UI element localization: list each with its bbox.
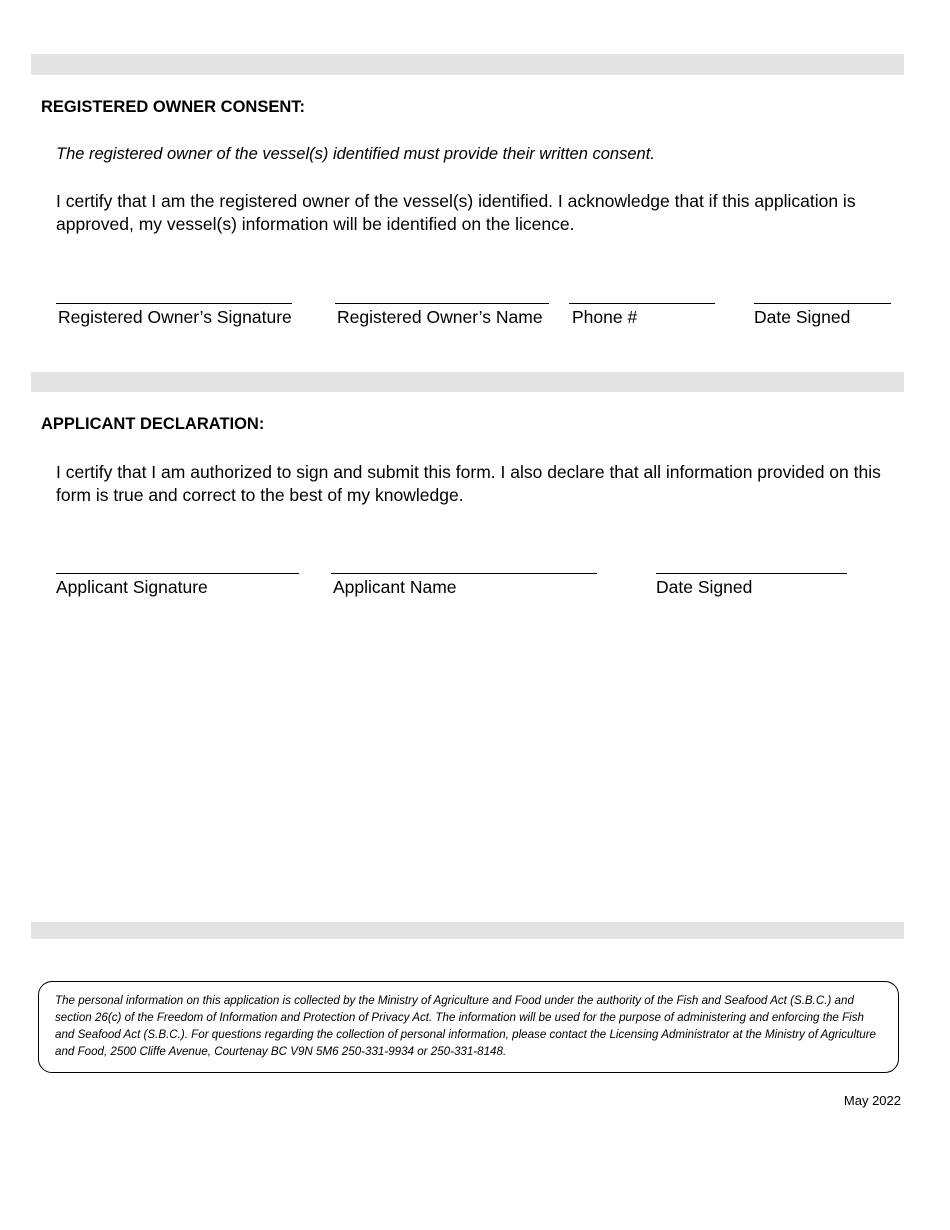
privacy-notice-text: The personal information on this application is collected by the Ministry of Agriculture and Food under the authority of the Fish and Seafood Act (S.B.C.) and section 26(c) of the Freedom of Information and Protection of Privacy Act. The information will be used for the purpose of administering and enforcing the Fish and Seafood Act (S.B.C.). For questions regarding the collection of personal information, please contact the Licensing Administrator at the Ministry of Agriculture and Food, 2500 Cliffe Avenue, Courtenay BC V9N 5M6 250-331-9934 or 250-331-8148.	[55, 994, 876, 1058]
applicant-declaration-statement: I certify that I am authorized to sign and submit this form. I also declare that all information provided on this form is true and correct to the best of my knowledge.	[56, 462, 881, 505]
applicant-declaration-heading: APPLICANT DECLARATION:	[41, 415, 265, 433]
form-revision-date: May 2022	[843, 1093, 901, 1108]
section-divider-band	[31, 922, 904, 939]
applicant-name-label: Applicant Name	[333, 577, 457, 597]
owner-name-label: Registered Owner’s Name	[337, 307, 543, 327]
applicant-name-line[interactable]	[331, 573, 597, 574]
section-divider-band	[31, 372, 904, 392]
section-divider-band	[31, 54, 904, 75]
applicant-signature-label: Applicant Signature	[56, 577, 208, 597]
applicant-signature-line[interactable]	[56, 573, 299, 574]
applicant-date-label: Date Signed	[656, 577, 753, 597]
owner-consent-note: The registered owner of the vessel(s) identified must provide their written consent.	[56, 145, 655, 163]
owner-name-line[interactable]	[335, 303, 549, 304]
owner-consent-heading: REGISTERED OWNER CONSENT:	[41, 98, 306, 116]
owner-signature-label: Registered Owner’s Signature	[58, 307, 292, 327]
applicant-date-line[interactable]	[656, 573, 847, 574]
owner-date-line[interactable]	[754, 303, 891, 304]
owner-date-label: Date Signed	[754, 307, 851, 327]
owner-phone-label: Phone #	[572, 307, 638, 327]
privacy-notice-box	[38, 981, 899, 1073]
owner-signature-line[interactable]	[56, 303, 292, 304]
owner-phone-line[interactable]	[569, 303, 715, 304]
owner-consent-statement: I certify that I am the registered owner of the vessel(s) identified. I acknowledge that if this application is approved, my vessel(s) information will be identified on the licence.	[56, 191, 856, 234]
